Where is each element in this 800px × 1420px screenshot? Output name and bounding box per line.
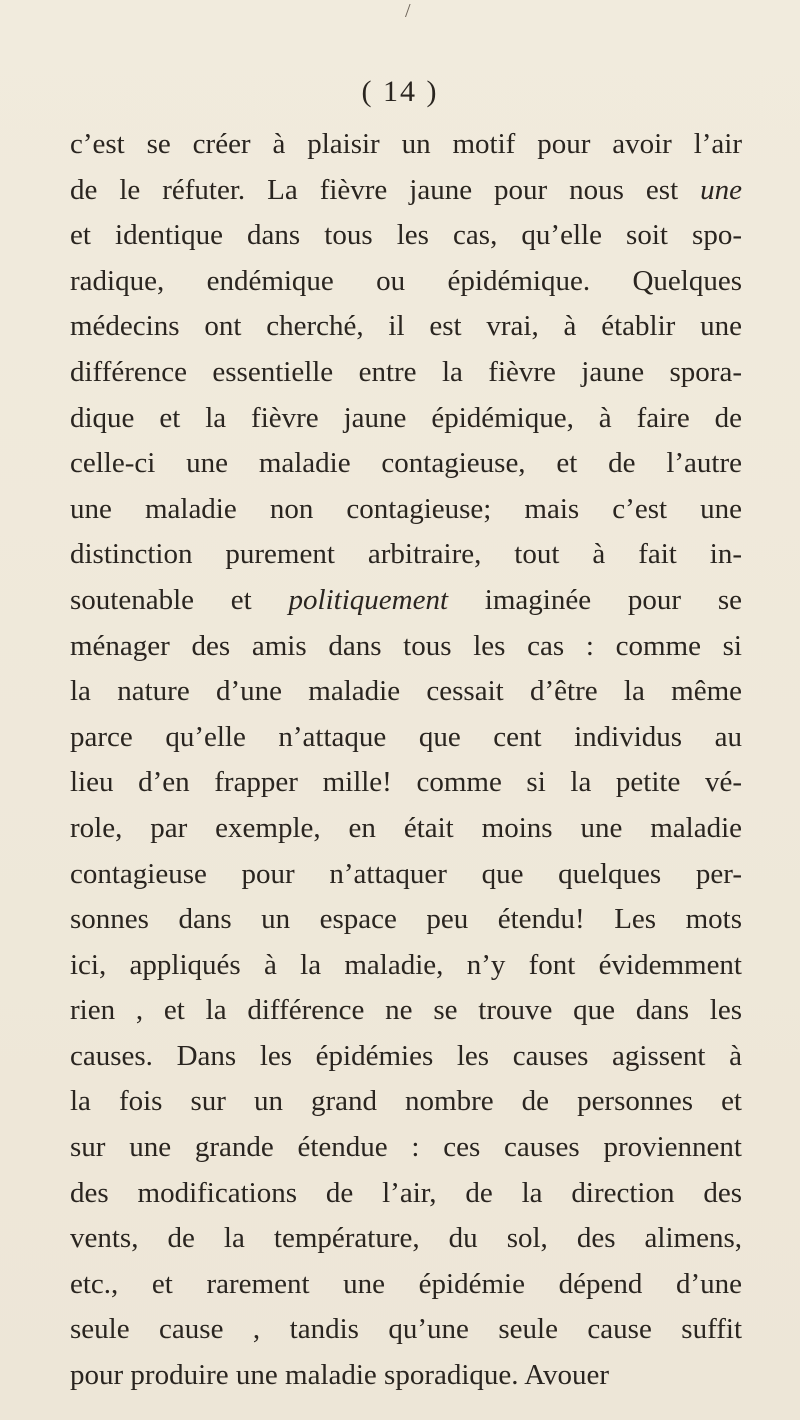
text-line (70, 578, 742, 624)
text-line (70, 669, 742, 715)
text-line (70, 943, 742, 989)
text-line (70, 760, 742, 806)
text-line (70, 806, 742, 852)
text-run: ménager des amis dans tous les cas : comme si (70, 629, 742, 662)
text-run: celle-ci une maladie contagieuse, et de l’autre (70, 447, 742, 480)
text-run: radique, endémique ou épidémique. Quelques (70, 264, 742, 297)
text-line (70, 1034, 742, 1080)
emphasis-run: une (700, 173, 742, 206)
text-run: différence essentielle entre la fièvre jaune spora- (70, 355, 742, 388)
text-run: une maladie non contagieuse; mais c’est une (70, 492, 742, 525)
text-run: la nature d’une maladie cessait d’être la même (70, 675, 742, 708)
text-run: ici, appliqués à la maladie, n’y font évidemment (70, 948, 742, 981)
text-run: contagieuse pour n’attaquer que quelques per- (70, 857, 742, 890)
text-run: des modifications de l’air, de la direction des (70, 1176, 742, 1209)
text-run: soutenable et (70, 583, 289, 616)
text-line (70, 624, 742, 670)
text-line (70, 304, 742, 350)
text-line (70, 350, 742, 396)
text-line (70, 259, 742, 305)
text-line (70, 852, 742, 898)
body-text (70, 122, 742, 1399)
text-run: dique et la fièvre jaune épidémique, à faire de (70, 401, 742, 434)
text-run: role, par exemple, en était moins une maladie (70, 811, 742, 844)
text-line (70, 1079, 742, 1125)
text-run: médecins ont cherché, il est vrai, à établir une (70, 310, 742, 343)
text-line (70, 897, 742, 943)
text-run: imaginée pour se (448, 583, 742, 616)
text-line (70, 487, 742, 533)
text-line (70, 122, 742, 168)
text-line (70, 1307, 742, 1353)
text-run: sur une grande étendue : ces causes proviennent (70, 1131, 742, 1164)
text-run: la fois sur un grand nombre de personnes et (70, 1085, 742, 1118)
text-line (70, 168, 742, 214)
text-line (70, 1262, 742, 1308)
text-line (70, 715, 742, 761)
text-line (70, 441, 742, 487)
text-run: c’est se créer à plaisir un motif pour avoir l’air (70, 128, 742, 160)
text-run: lieu d’en frapper mille! comme si la petite vé- (70, 766, 742, 799)
text-run: distinction purement arbitraire, tout à fait in- (70, 538, 742, 571)
text-line (70, 1353, 742, 1399)
text-run: vents, de la température, du sol, des alimens, (70, 1222, 742, 1255)
text-run: rien , et la différence ne se trouve que dans les (70, 994, 742, 1027)
text-line (70, 1171, 742, 1217)
text-line (70, 532, 742, 578)
top-mark: / (405, 0, 411, 22)
text-run: de le réfuter. La fièvre jaune pour nous est (70, 173, 701, 206)
text-run: parce qu’elle n’attaque que cent individus au (70, 720, 742, 753)
text-run: causes. Dans les épidémies les causes agissent à (70, 1039, 742, 1072)
text-run: seule cause , tandis qu’une seule cause suffit (70, 1313, 742, 1346)
text-run: sonnes dans un espace peu étendu! Les mots (70, 903, 742, 936)
page-number: ( 14 ) (361, 75, 439, 108)
text-line (70, 396, 742, 442)
text-run: pour produire une maladie sporadique. Avouer (70, 1359, 610, 1392)
text-line (70, 1125, 742, 1171)
text-run: etc., et rarement une épidémie dépend d’une (70, 1267, 742, 1300)
text-line (70, 988, 742, 1034)
text-run: et identique dans tous les cas, qu’elle soit spo- (70, 219, 742, 252)
emphasis-run: politiquement (288, 583, 449, 616)
text-line (70, 1216, 742, 1262)
text-line (70, 213, 742, 259)
